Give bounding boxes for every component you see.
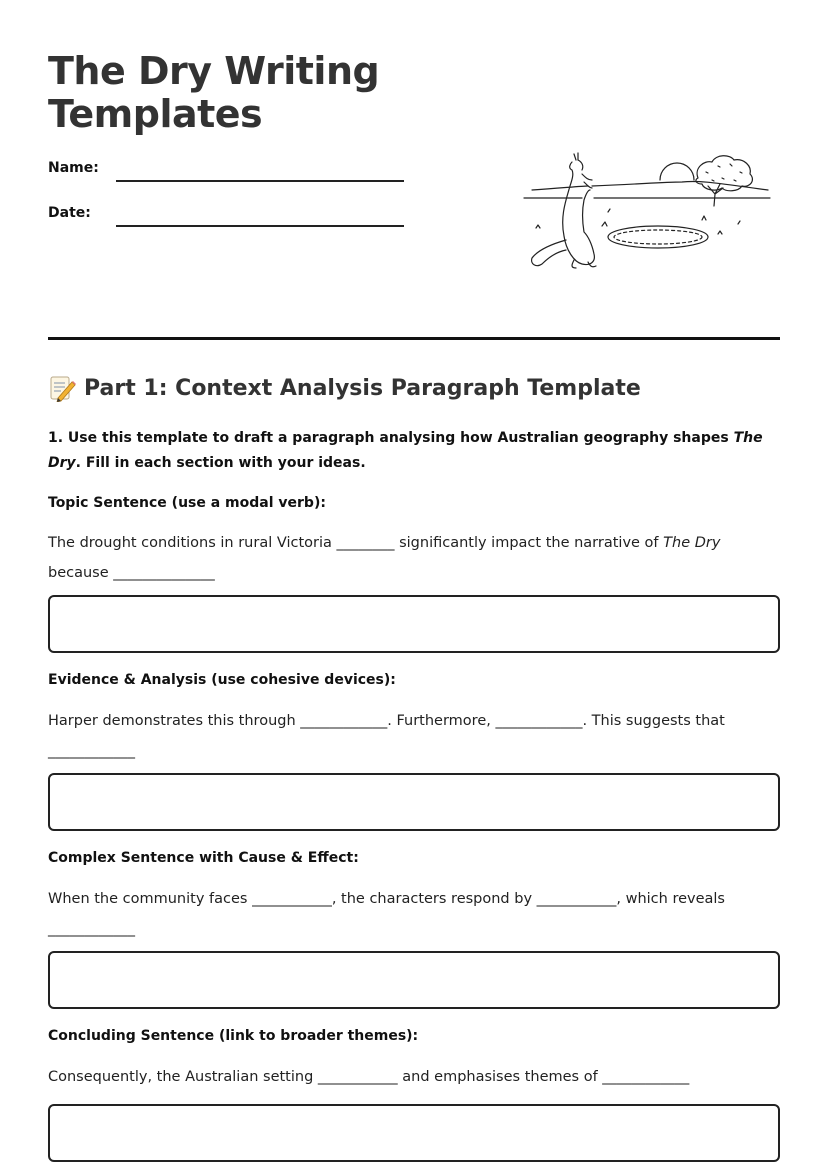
concluding-sentence-answer-box[interactable]: [48, 1104, 780, 1162]
page-title: The Dry Writing Templates: [48, 49, 380, 136]
concluding-sentence-prompt: Consequently, the Australian setting ___________ and emphasises themes of ____________: [48, 1069, 690, 1085]
topic-sentence-prompt: The drought conditions in rural Victoria ________ significantly impact the narrative of The Dry because ______________: [48, 535, 721, 581]
cause-effect-answer-box[interactable]: [48, 951, 780, 1009]
name-label: Name:: [48, 160, 99, 176]
book-title: The Dry: [48, 430, 763, 471]
section-heading-text: Part 1: Context Analysis Paragraph Template: [84, 375, 641, 401]
section-heading-part1: [48, 374, 641, 402]
topic-sentence-label: Topic Sentence (use a modal verb):: [48, 495, 326, 511]
evidence-analysis-answer-box[interactable]: [48, 773, 780, 831]
concluding-sentence-label: Concluding Sentence (link to broader themes):: [48, 1028, 419, 1044]
cause-effect-prompt: When the community faces ___________, the characters respond by ___________, which reveals ____________: [48, 891, 725, 937]
date-field[interactable]: [116, 225, 404, 227]
evidence-analysis-prompt: Harper demonstrates this through ____________. Furthermore, ____________. This suggests that ____________: [48, 713, 725, 759]
date-label: Date:: [48, 205, 91, 221]
cause-effect-label: Complex Sentence with Cause & Effect:: [48, 850, 359, 866]
memo-pencil-icon: [48, 374, 76, 402]
evidence-analysis-label: Evidence & Analysis (use cohesive devices):: [48, 672, 396, 688]
divider: [48, 337, 780, 340]
topic-sentence-answer-box[interactable]: [48, 595, 780, 653]
name-field[interactable]: [116, 180, 404, 182]
kangaroo-waterhole-illustration: [522, 150, 772, 272]
instruction-text: 1. Use this template to draft a paragraph analysing how Australian geography shapes The Dry. Fill in each section with your ideas.: [48, 430, 763, 471]
